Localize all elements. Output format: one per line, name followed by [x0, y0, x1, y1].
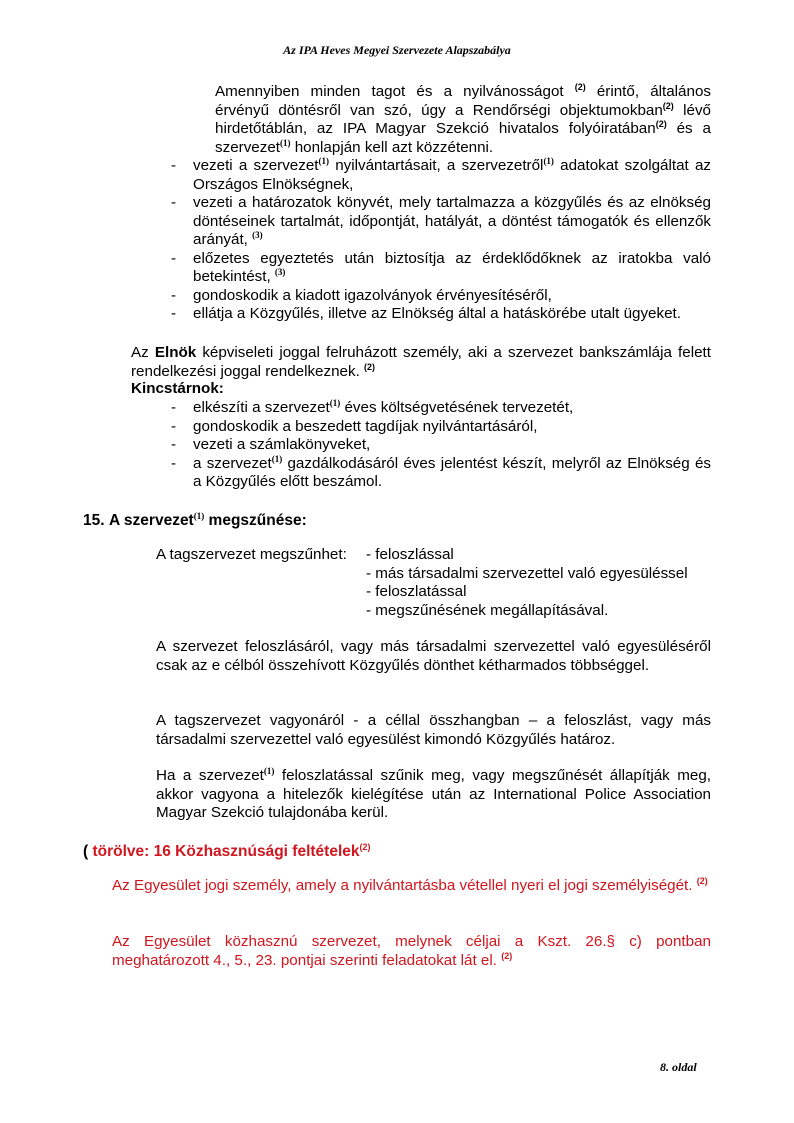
- list-item: - gondoskodik a kiadott igazolványok érvényesítéséről,: [171, 286, 552, 304]
- page-header: Az IPA Heves Megyei Szervezete Alapszabálya: [283, 43, 511, 57]
- section-15-heading: 15. A szervezet$^{(1)}$ megszűnése:: [83, 511, 307, 529]
- footnote-ref: (2): [655, 119, 667, 129]
- deleted-section-heading: ( törölve: 16 Közhasznúsági feltételek$^{(2)}$: [83, 842, 371, 860]
- page-number: 8. oldal: [660, 1060, 697, 1074]
- deleted-public-benefit-paragraph: Az Egyesület közhasznú szervezet, melynek céljai a Kszt. 26.§ c) pontban meghatározott 4., 5., 23. pontjai szerinti feladatokat lát el. $^{(2)}$: [112, 933, 711, 969]
- list-item: - vezeti a szervezet$^{(1)}$ nyilvántartásait, a szervezetről$^{(1)}$ adatokat szolgáltat az Országos Elnökségnek,: [171, 156, 711, 193]
- president-paragraph: Az Elnök képviseleti joggal felruházott személy, aki a szervezet bankszámlája felett rendelkezési joggal rendelkeznek. $^{(2)}$: [131, 344, 711, 380]
- list-item: - vezeti a számlakönyveket,: [171, 436, 371, 453]
- dissolution-paragraph: A szervezet feloszlásáról, vagy más társadalmi szervezettel való egyesüléséről csak az e célból összehívott Közgyűlés dönthet kétharmados többséggel.: [156, 638, 711, 674]
- treasurer-heading: Kincstárnok:: [131, 380, 224, 397]
- treasurer-duties-list: [167, 399, 711, 492]
- footnote-ref: (2): [574, 82, 586, 92]
- assets-transfer-paragraph: Ha a szervezet$^{(1)}$ feloszlatással szűnik meg, vagy megszűnését állapítják meg, akkor vagyona a hitelezők kielégítése után az International Police Association Magyar Szekció tulajdonába kerül.: [156, 766, 712, 821]
- list-item: - feloszlatással: [366, 583, 467, 600]
- list-item: - előzetes egyeztetés után biztosítja az érdeklődőknek az iratokba való betekintést, $^{(3)}$: [171, 249, 711, 285]
- list-item: - a szervezet$^{(1)}$ gazdálkodásáról éves jelentést készít, melyről az Elnökség és a Közgyűlés előtt beszámol.: [171, 453, 711, 490]
- list-item: - más társadalmi szervezettel való egyesüléssel: [366, 564, 688, 582]
- deleted-legal-person-paragraph: Az Egyesület jogi személy, amely a nyilvántartásba vétellel nyeri el jogi személyiségét. $^{(2)}$: [112, 876, 708, 894]
- list-item: - megszűnésének megállapításával.: [366, 601, 609, 619]
- list-item: - feloszlással: [366, 546, 454, 563]
- list-item: - ellátja a Közgyűlés, illetve az Elnökség által a hatáskörébe utalt ügyeket.: [171, 305, 681, 322]
- termination-ways-list: [366, 546, 688, 620]
- footnote-ref: (1): [280, 137, 291, 148]
- intro-paragraph: Amennyiben minden tagot és a nyilvánosságot $^{(2)}$ érintő, általános érvényű döntésről van szó, úgy a Rendőrségi objektumokban$^{(2)}$ lévő hirdetőtáblán, az IPA Magyar Szekció hivatalos folyóiratában$^{(2)}$ és a szervezet$^{(1)}$ honlapján kell azt közzétenni.: [215, 82, 711, 156]
- duties-list: [167, 157, 711, 324]
- list-item: - elkészíti a szervezet$^{(1)}$ éves költségvetésének tervezetét,: [171, 398, 574, 416]
- footnote-ref: (2): [662, 100, 674, 111]
- assets-paragraph: A tagszervezet vagyonáról - a céllal összhangban – a feloszlást, vagy más társadalmi szervezettel való egyesülést kimondó Közgyűlés határoz.: [156, 712, 711, 748]
- list-item: - gondoskodik a beszedett tagdíjak nyilvántartásáról,: [171, 417, 538, 435]
- president-term: Elnök: [154, 344, 197, 361]
- list-item: - vezeti a határozatok könyvét, mely tartalmazza a közgyűlés és az elnökség döntéseinek tartalmát, időpontját, hatályát, a döntést támogatók és ellenzők arányát, $^{(3)}$: [171, 194, 711, 248]
- termination-label: A tagszervezet megszűnhet:: [156, 546, 347, 563]
